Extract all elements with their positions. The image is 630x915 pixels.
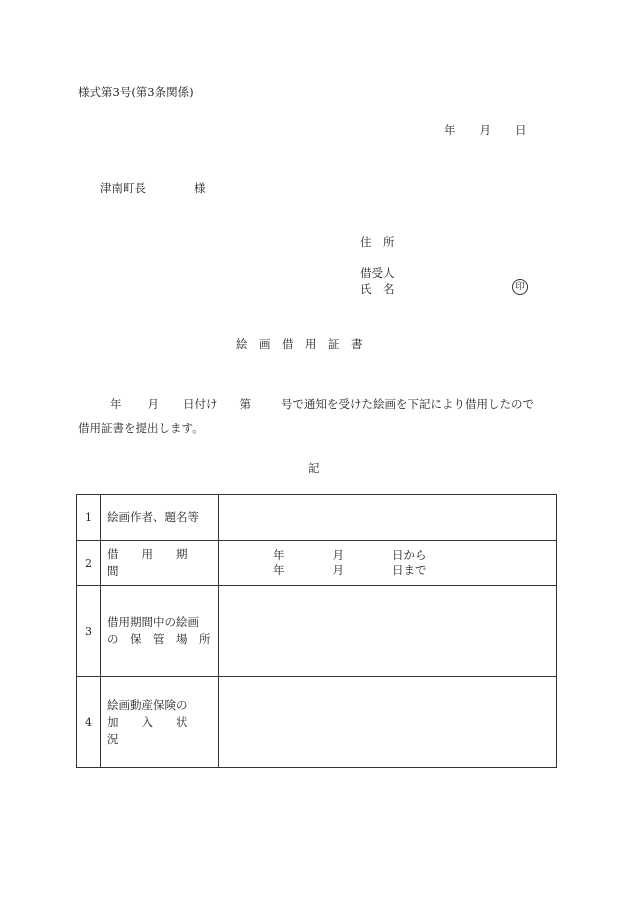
item-label-line: 借用期間中の絵画 xyxy=(107,615,199,629)
body-date-suffix: 日付け xyxy=(183,397,218,411)
item-label-line: 絵画動産保険の xyxy=(107,697,188,712)
row-item-label xyxy=(101,586,219,677)
row-value-cell xyxy=(219,677,557,768)
applicant-address-label: 住 所 xyxy=(360,235,395,249)
details-table xyxy=(76,494,557,768)
row-item-label xyxy=(101,677,219,768)
item-label-line: 借 用 期 間 xyxy=(107,547,211,578)
document-title: 絵 画 借 用 証 書 xyxy=(236,337,363,351)
table-row xyxy=(77,495,557,541)
period-to-year: 年 xyxy=(273,563,285,577)
applicant-name-label: 氏 名 xyxy=(360,282,395,296)
period-from xyxy=(219,548,556,563)
date-month: 月 xyxy=(479,123,491,137)
period-from-day: 日から xyxy=(392,548,427,562)
body-month: 月 xyxy=(147,397,159,411)
row-value-cell xyxy=(219,586,557,677)
item-label-line: の 保 管 場 所 xyxy=(107,632,211,646)
table-row xyxy=(77,541,557,586)
seal-mark: 印 xyxy=(512,279,528,295)
table-row xyxy=(77,586,557,677)
period-to-month: 月 xyxy=(332,563,344,577)
form-number-label: 様式第3号(第3条関係) xyxy=(78,85,194,99)
body-year: 年 xyxy=(110,397,122,411)
row-item-label xyxy=(101,495,219,541)
addressee-honorific: 様 xyxy=(194,181,206,195)
date-line xyxy=(444,122,527,138)
body-text-line-2: 借用証書を提出します。 xyxy=(78,421,204,435)
addressee-name: 津南町長 xyxy=(100,181,146,195)
row-number: 4 xyxy=(77,677,101,768)
ki-heading: 記 xyxy=(308,461,320,475)
row-item-label xyxy=(101,541,219,586)
item-label-line: 絵画作者、題名等 xyxy=(107,510,199,524)
row-number: 1 xyxy=(77,495,101,541)
body-number-prefix: 第 xyxy=(239,397,251,411)
row-value-cell xyxy=(219,495,557,541)
body-sentence: 号で通知を受けた絵画を下記により借用したので xyxy=(281,397,534,411)
row-number: 3 xyxy=(77,586,101,677)
period-from-month: 月 xyxy=(332,548,344,562)
item-label-line: 加 入 状 況 xyxy=(107,714,211,746)
date-year: 年 xyxy=(444,123,456,137)
period-to-day: 日まで xyxy=(392,563,427,577)
date-day: 日 xyxy=(515,123,527,137)
period-to xyxy=(219,563,556,578)
row-value-cell xyxy=(219,541,557,586)
addressee xyxy=(100,180,206,196)
body-text-line-1 xyxy=(110,396,534,412)
row-number: 2 xyxy=(77,541,101,586)
applicant-role-label: 借受人 xyxy=(360,266,395,280)
period-from-year: 年 xyxy=(273,548,285,562)
table-row xyxy=(77,677,557,768)
